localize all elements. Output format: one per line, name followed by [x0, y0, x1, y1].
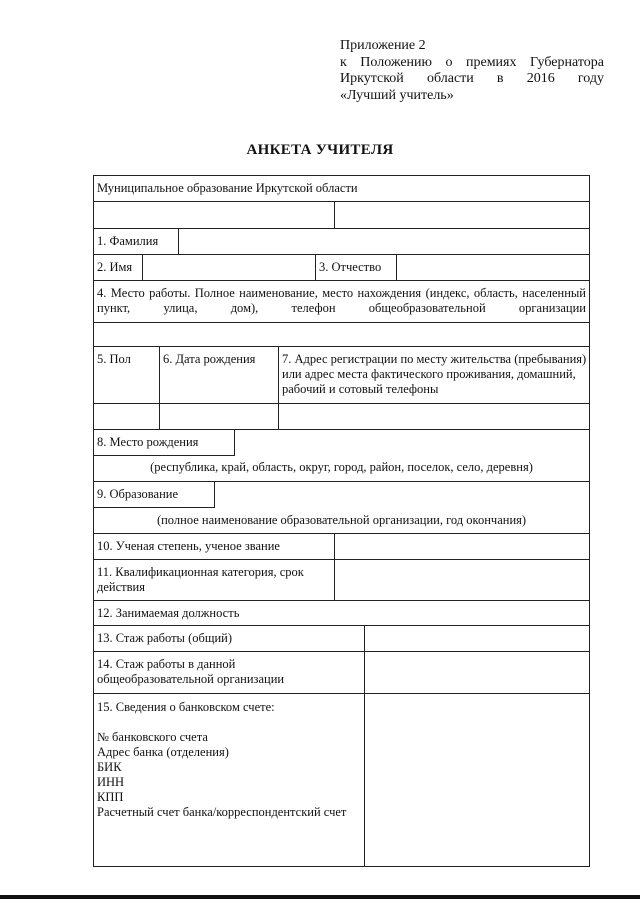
birth-date-label: 6. Дата рождения: [163, 352, 256, 366]
bank-account-label: № банковского счета: [97, 730, 208, 744]
bank-details-field[interactable]: [365, 694, 589, 866]
appendix-note: [340, 38, 604, 104]
appendix-line-1: Приложение 2: [340, 38, 426, 53]
experience-org-label: 14. Стаж работы в данной общеобразовательной организации: [97, 657, 285, 686]
patronymic-field[interactable]: [397, 255, 589, 280]
sex-field[interactable]: [94, 404, 159, 429]
kpp-label: КПП: [97, 790, 124, 804]
address-field[interactable]: [279, 404, 589, 429]
name-field[interactable]: [143, 255, 315, 280]
appendix-line-2: к Положению о премиях Губернатора: [340, 54, 604, 70]
address-label: 7. Адрес регистрации по месту жительства (пребывания) или адрес места фактического проживания, домашний, рабочий и сотовый телефоны: [282, 352, 587, 396]
cell-divider: [315, 254, 316, 280]
row-divider: [93, 280, 590, 281]
inn-label: ИНН: [97, 775, 125, 789]
sex-label: 5. Пол: [97, 352, 131, 366]
workplace-label: 4. Место работы. Полное наименование, место нахождения (индекс, область, населенный пункт, улица, дом), телефон общеобразовательной организации: [97, 286, 586, 315]
name-label: 2. Имя: [97, 260, 133, 274]
birth-date-field[interactable]: [160, 404, 278, 429]
patronymic-label: 3. Отчество: [319, 260, 382, 274]
row-divider: [93, 346, 590, 347]
birth-place-hint: (республика, край, область, округ, город, район, поселок, село, деревня): [150, 460, 533, 474]
appendix-line-4: «Лучший учитель»: [340, 87, 454, 103]
education-hint: (полное наименование образовательной организации, год окончания): [156, 513, 527, 527]
birth-place-label: 8. Место рождения: [97, 435, 199, 449]
degree-field[interactable]: [335, 534, 589, 559]
label-box-side: [214, 481, 215, 508]
bank-title-label: 15. Сведения о банковском счете:: [97, 700, 275, 714]
surname-label: 1. Фамилия: [97, 234, 159, 248]
experience-org-field[interactable]: [365, 652, 589, 693]
row-divider: [93, 429, 590, 430]
surname-field[interactable]: [179, 229, 589, 254]
qualification-field[interactable]: [335, 560, 589, 600]
form-title: АНКЕТА УЧИТЕЛЯ: [246, 142, 394, 158]
experience-total-field[interactable]: [365, 626, 589, 651]
scan-edge-line: [0, 895, 640, 899]
appendix-line-3: Иркутской области в 2016 году: [340, 71, 604, 86]
qualification-label: 11. Квалификационная категория, срок действия: [97, 565, 304, 594]
education-label: 9. Образование: [97, 487, 179, 501]
corr-account-label: Расчетный счет банка/корреспондентский счет: [97, 805, 347, 819]
experience-total-label: 13. Стаж работы (общий): [97, 631, 233, 645]
position-label: 12. Занимаемая должность: [97, 606, 240, 620]
degree-label: 10. Ученая степень, ученое звание: [97, 539, 280, 553]
bank-address-label: Адрес банка (отделения): [97, 745, 229, 759]
workplace-field[interactable]: [94, 323, 589, 346]
row-divider: [93, 866, 590, 867]
label-box-side: [234, 429, 235, 456]
bik-label: БИК: [97, 760, 122, 774]
municipality-field-right[interactable]: [335, 202, 589, 228]
municipality-label: Муниципальное образование Иркутской области: [97, 181, 358, 195]
row-divider: [93, 175, 590, 176]
row-divider: [93, 481, 590, 482]
municipality-field-left[interactable]: [94, 202, 334, 228]
